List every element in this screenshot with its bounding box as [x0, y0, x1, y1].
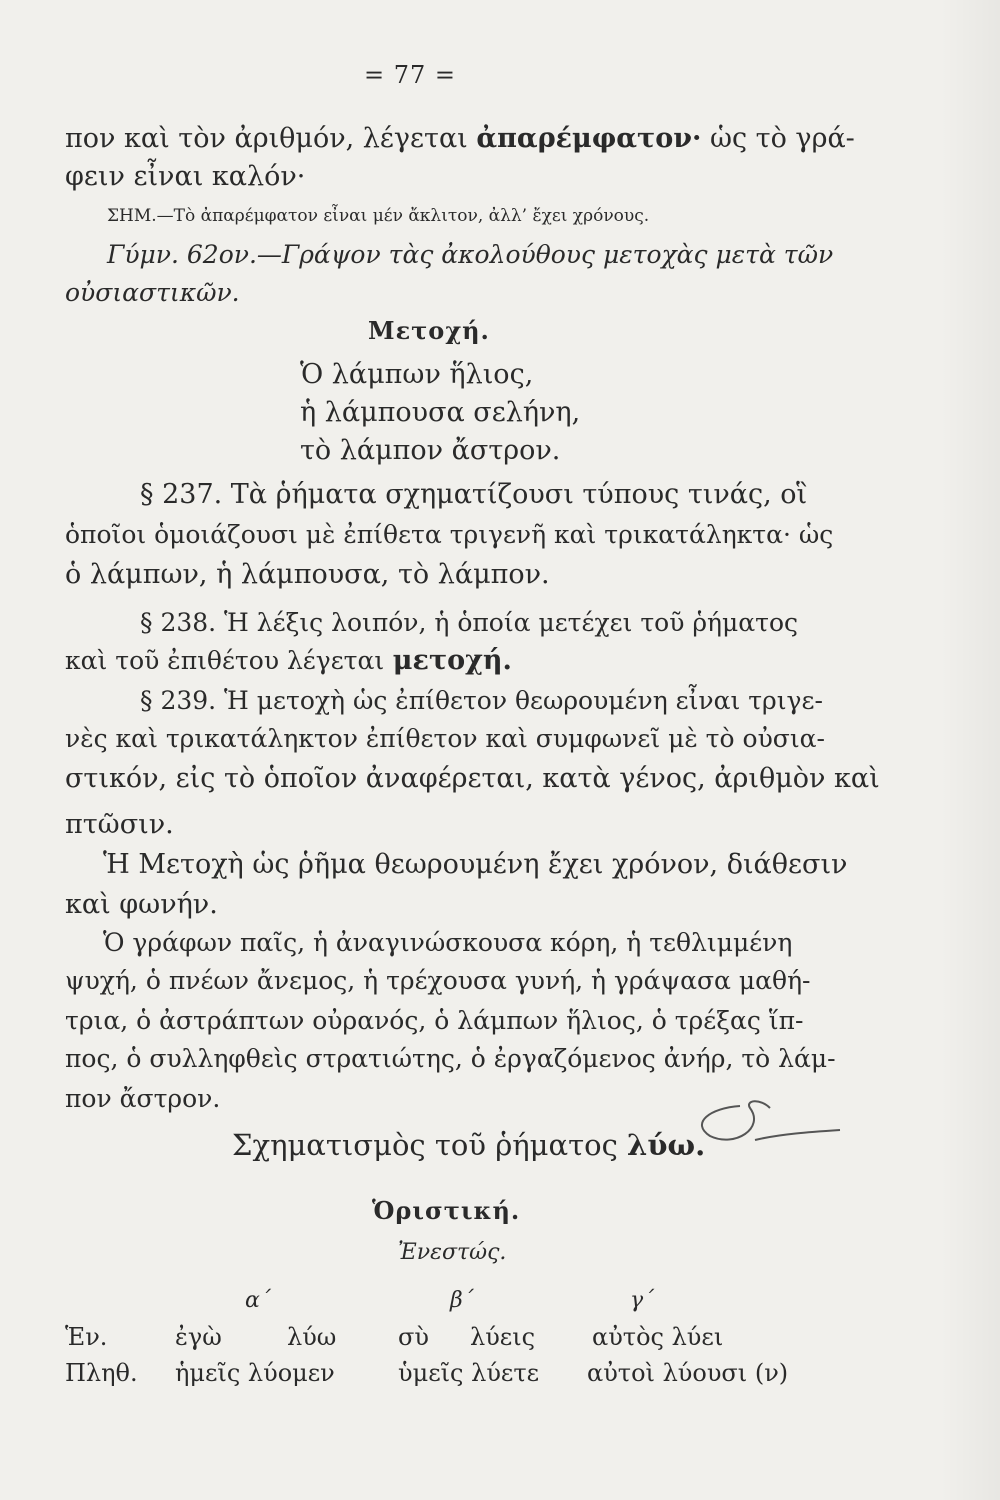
text-line: [65, 122, 855, 156]
paragraph-line: ὁποῖοι ὁμοιάζουσι μὲ ἐπίθετα τριγενῆ καὶ τρικατάληκτα· ὡς: [65, 520, 834, 549]
section-heading: [232, 1128, 705, 1162]
table-cell: σὺ: [398, 1323, 429, 1351]
table-cell: λύω: [287, 1323, 337, 1351]
bold-term: ἀπαρέμφατον·: [476, 123, 702, 154]
table-cell: αὐτὸς λύει: [592, 1323, 724, 1351]
paragraph-line: § 238. Ἡ λέξις λοιπόν, ἡ ὁποία μετέχει τοῦ ῥήματος: [140, 608, 799, 637]
number-label: Ἑν.: [65, 1323, 108, 1351]
table-cell: ἐγὼ: [175, 1323, 222, 1351]
text-line: φειν εἶναι καλόν·: [65, 161, 306, 192]
paragraph-line: νὲς καὶ τρικατάληκτον ἐπίθετον καὶ συμφωνεῖ μὲ τὸ οὐσια-: [65, 724, 825, 753]
section-heading: Ὁριστική.: [372, 1196, 521, 1225]
text-run: ὡς τὸ γρά-: [709, 123, 855, 154]
person-label: β΄: [450, 1288, 474, 1313]
verse-line: ἡ λάμπουσα σελήνη,: [300, 397, 581, 428]
person-label: γ΄: [630, 1288, 655, 1313]
text-run: Σχηματισμὸς τοῦ ῥήματος: [232, 1128, 618, 1162]
exercise-line: Γύμν. 62ον.—Γράψον τὰς ἀκολούθους μετοχὰς μετὰ τῶν: [107, 240, 834, 269]
verse-line: τὸ λάμπον ἄστρον.: [300, 435, 561, 466]
section-subheading: Ἐνεστώς.: [398, 1240, 507, 1265]
table-cell: λύεις: [470, 1323, 536, 1351]
table-cell: ὑμεῖς λύετε: [398, 1359, 540, 1387]
text-run: καὶ τοῦ ἐπιθέτου λέγεται: [65, 646, 385, 675]
table-cell: αὐτοὶ λύουσι (ν): [587, 1359, 789, 1387]
paragraph-line: Ἡ Μετοχὴ ὡς ῥῆμα θεωρουμένη ἔχει χρόνον, διάθεσιν: [103, 849, 848, 880]
text-run: πον καὶ τὸν ἀριθμόν, λέγεται: [65, 123, 468, 154]
paragraph-line: πτῶσιν.: [65, 809, 174, 840]
example-line: Ὁ γράφων παῖς, ἡ ἀναγινώσκουσα κόρη, ἡ τεθλιμμένη: [103, 928, 793, 957]
page-number: = 77 =: [363, 61, 456, 89]
number-label: Πληθ.: [65, 1359, 138, 1387]
section-heading: Μετοχή.: [368, 316, 490, 345]
exercise-line: οὐσιαστικῶν.: [65, 278, 240, 307]
paragraph-line: § 239. Ἡ μετοχὴ ὡς ἐπίθετον θεωρουμένη εἶναι τριγε-: [140, 686, 823, 715]
paragraph-line: [65, 644, 512, 678]
verse-line: Ὁ λάμπων ἥλιος,: [300, 359, 534, 390]
person-label: α΄: [245, 1288, 271, 1313]
note-line: ΣΗΜ.—Τὸ ἀπαρέμφατον εἶναι μέν ἄκλιτον, ἀλλ’ ἔχει χρόνους.: [107, 206, 650, 226]
table-cell: ἡμεῖς λύομεν: [175, 1359, 335, 1387]
handwritten-mark: [680, 1088, 850, 1148]
page-edge-shade: [940, 0, 1000, 1500]
example-line: πος, ὁ συλληφθεὶς στρατιώτης, ὁ ἐργαζόμενος ἀνήρ, τὸ λάμ-: [65, 1044, 836, 1073]
example-line: ψυχή, ὁ πνέων ἄνεμος, ἡ τρέχουσα γυνή, ἡ γράψασα μαθή-: [65, 966, 811, 995]
paragraph-line: § 237. Τὰ ῥήματα σχηματίζουσι τύπους τινάς, οἳ: [140, 479, 808, 510]
paragraph-line: στικόν, εἰς τὸ ὁποῖον ἀναφέρεται, κατὰ γένος, ἀριθμὸν καὶ: [65, 763, 880, 794]
example-line: τρια, ὁ ἀστράπτων οὐρανός, ὁ λάμπων ἥλιος, ὁ τρέξας ἵπ-: [65, 1006, 804, 1035]
paragraph-line: καὶ φωνήν.: [65, 889, 218, 920]
bold-term: μετοχή.: [392, 645, 512, 676]
bold-term: λύω.: [627, 1128, 706, 1162]
example-line: πον ἄστρον.: [65, 1084, 221, 1113]
paragraph-line: ὁ λάμπων, ἡ λάμπουσα, τὸ λάμπον.: [65, 559, 550, 590]
